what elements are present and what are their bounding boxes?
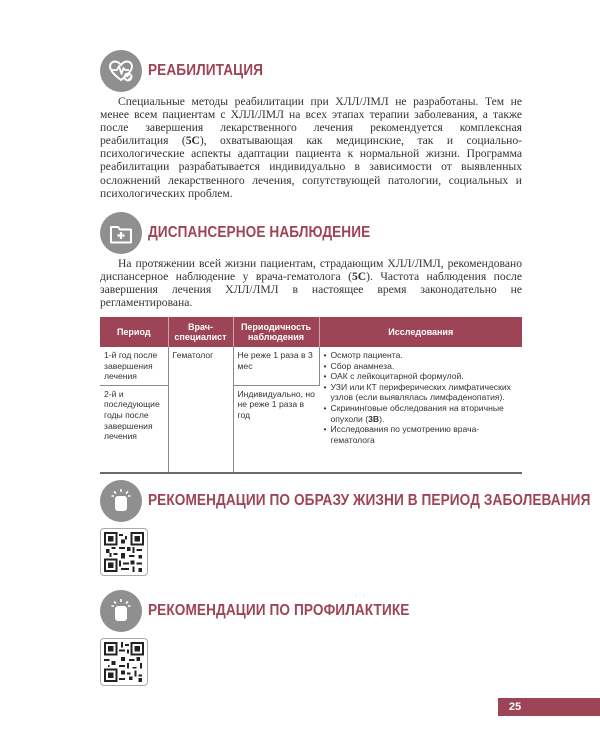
rehab-title: РЕАБИЛИТАЦИЯ	[148, 62, 263, 79]
list-item: • Исследования по усмотрению врача-гематолога	[324, 424, 519, 445]
rehab-paragraph: Специальные методы реабилитации при ХЛЛ/ЛМЛ не разработаны. Тем не менее всем пациентам с ХЛЛ/ЛМЛ на всех этапах терапии заболевания, а также после завершения лекарственного лечения рекомендуется комплексная реабилитация (5C), охватывающая как медицинские, так и социально-психологические аспекты адаптации пациента к нормальной жизни. Программа реабилитации разрабатывается индивидуально в зависимости от выявленных осложнений лекарственного лечения, сопутствующей патологии, социальных и психологических проблем.	[100, 95, 522, 200]
header-frequency: Периодичность наблюдения	[233, 317, 319, 347]
lightbulb-icon	[100, 590, 142, 632]
list-item: • Сбор анамнеза.	[324, 361, 519, 372]
dispensary-title: ДИСПАНСЕРНОЕ НАБЛЮДЕНИЕ	[148, 224, 371, 241]
header-period: Период	[100, 317, 168, 347]
qr-code-icon[interactable]	[100, 528, 148, 576]
exams-cell	[319, 347, 522, 473]
row-doctor: Гематолог	[168, 347, 233, 473]
row1-frequency: Не реже 1 раза в 3 мес	[233, 347, 319, 385]
page-number: 25	[508, 701, 522, 713]
list-item: • Осмотр пациента.	[324, 350, 519, 361]
list-item: • УЗИ или КТ периферических лимфатических узлов (если выявлялась лимфаденопатия).	[324, 382, 519, 403]
dispensary-paragraph: На протяжении всей жизни пациентам, страдающим ХЛЛ/ЛМЛ, рекомендовано диспансерное наблюдение у врача-гематолога (5C). Частота наблюдения после завершения лечения ХЛЛ/ЛМЛ в настоящее время законодательно не регламентирована.	[100, 257, 522, 310]
qr-code-icon[interactable]	[100, 638, 148, 686]
header-doctor: Врач-специалист	[168, 317, 233, 347]
list-item: • ОАК с лейкоцитарной формулой.	[324, 371, 519, 382]
lifestyle-title: РЕКОМЕНДАЦИИ ПО ОБРАЗУ ЖИЗНИ В ПЕРИОД ЗАБОЛЕВАНИЯ	[148, 492, 591, 509]
lifestyle-heading	[100, 480, 600, 522]
prevention-heading	[100, 590, 445, 632]
observation-table	[100, 317, 522, 474]
exams-list	[324, 350, 519, 445]
row2-frequency: Индивидуально, но не реже 1 раза в год	[237, 388, 315, 420]
header-exams: Исследования	[319, 317, 522, 347]
heart-rate-icon	[100, 50, 142, 92]
row1-period: 1-й год после завершения лечения	[100, 347, 168, 385]
row2-period: 2-й и последующие годы после завершения лечения	[100, 385, 168, 473]
dispensary-heading	[100, 212, 401, 254]
rehab-heading	[100, 50, 279, 92]
medical-folder-icon	[100, 212, 142, 254]
table-header-row	[100, 317, 522, 347]
table-row	[100, 347, 522, 385]
prevention-title: РЕКОМЕНДАЦИИ ПО ПРОФИЛАКТИКЕ	[148, 602, 410, 619]
lightbulb-icon	[100, 480, 142, 522]
list-item: • Скрининговые обследования на вторичные опухоли (3В).	[324, 403, 519, 424]
